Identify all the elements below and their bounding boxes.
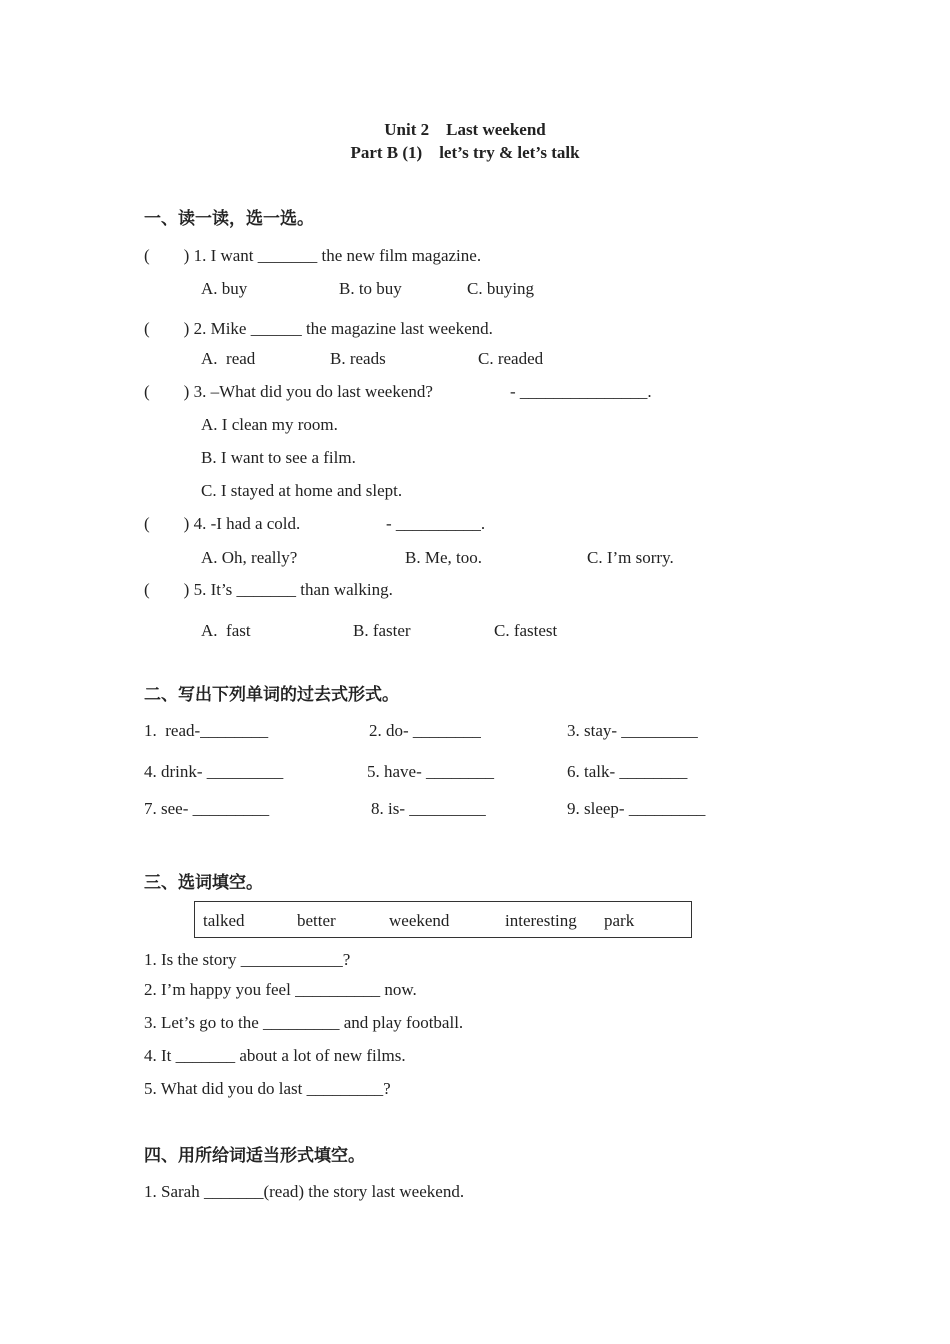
word-bank-word-talked: talked — [203, 911, 245, 930]
question-4-option-b: B. Me, too. — [405, 548, 482, 567]
question-5-option-b: B. faster — [353, 621, 411, 640]
question-2-stem: ( ) 2. Mike ______ the magazine last weekend. — [144, 319, 493, 338]
fill-sentence-3: 3. Let’s go to the _________ and play football. — [144, 1013, 464, 1032]
section-1-heading: 一、读一读，选一选。 — [144, 209, 314, 229]
question-4-option-a: A. Oh, really? — [201, 548, 298, 567]
question-3-option-b: B. I want to see a film. — [201, 448, 356, 467]
unit-title: Unit 2 Last weekend — [384, 120, 546, 139]
fill-sentence-1: 1. Is the story ____________? — [144, 950, 351, 969]
fill-sentence-5: 5. What did you do last _________? — [144, 1079, 391, 1098]
word-bank-word-park: park — [604, 911, 635, 930]
word-bank-word-interesting: interesting — [505, 911, 577, 930]
question-4-option-c: C. I’m sorry. — [587, 548, 674, 567]
section-3-heading: 三、选词填空。 — [144, 873, 263, 893]
question-2-option-b: B. reads — [330, 349, 386, 368]
question-2-option-c: C. readed — [478, 349, 544, 368]
form-sentence-1: 1. Sarah _______(read) the story last weekend. — [144, 1182, 465, 1201]
word-bank-word-better: better — [297, 911, 336, 930]
question-1-option-c: C. buying — [467, 279, 535, 298]
question-1-option-b: B. to buy — [339, 279, 402, 298]
question-4-answer-blank: - __________. — [386, 514, 486, 533]
past-tense-item-9: 9. sleep- _________ — [567, 799, 706, 818]
part-title: Part B (1) let’s try & let’s talk — [350, 143, 580, 162]
section-4-heading: 四、用所给词适当形式填空。 — [144, 1146, 365, 1166]
question-3-option-a: A. I clean my room. — [201, 415, 338, 434]
question-3-option-c: C. I stayed at home and slept. — [201, 481, 403, 500]
fill-sentence-2: 2. I’m happy you feel __________ now. — [144, 980, 417, 999]
past-tense-item-3: 3. stay- _________ — [567, 721, 698, 740]
question-4-stem: ( ) 4. -I had a cold. — [144, 514, 301, 533]
question-1-stem: ( ) 1. I want _______ the new film magazine. — [144, 246, 482, 265]
word-bank-word-weekend: weekend — [389, 911, 450, 930]
past-tense-item-2: 2. do- ________ — [369, 721, 481, 740]
fill-sentence-4: 4. It _______ about a lot of new films. — [144, 1046, 406, 1065]
question-5-option-c: C. fastest — [494, 621, 558, 640]
past-tense-item-4: 4. drink- _________ — [144, 762, 284, 781]
question-3-answer-blank: - _______________. — [510, 382, 652, 401]
past-tense-item-5: 5. have- ________ — [367, 762, 495, 781]
question-5-stem: ( ) 5. It’s _______ than walking. — [144, 580, 393, 599]
section-2-heading: 二、写出下列单词的过去式形式。 — [144, 685, 399, 705]
past-tense-item-8: 8. is- _________ — [371, 799, 486, 818]
question-1-option-a: A. buy — [201, 279, 248, 298]
past-tense-item-7: 7. see- _________ — [144, 799, 270, 818]
past-tense-item-1: 1. read-________ — [144, 721, 269, 740]
question-2-option-a: A. read — [201, 349, 256, 368]
question-3-stem: ( ) 3. –What did you do last weekend? — [144, 382, 433, 401]
question-5-option-a: A. fast — [201, 621, 251, 640]
past-tense-item-6: 6. talk- ________ — [567, 762, 688, 781]
